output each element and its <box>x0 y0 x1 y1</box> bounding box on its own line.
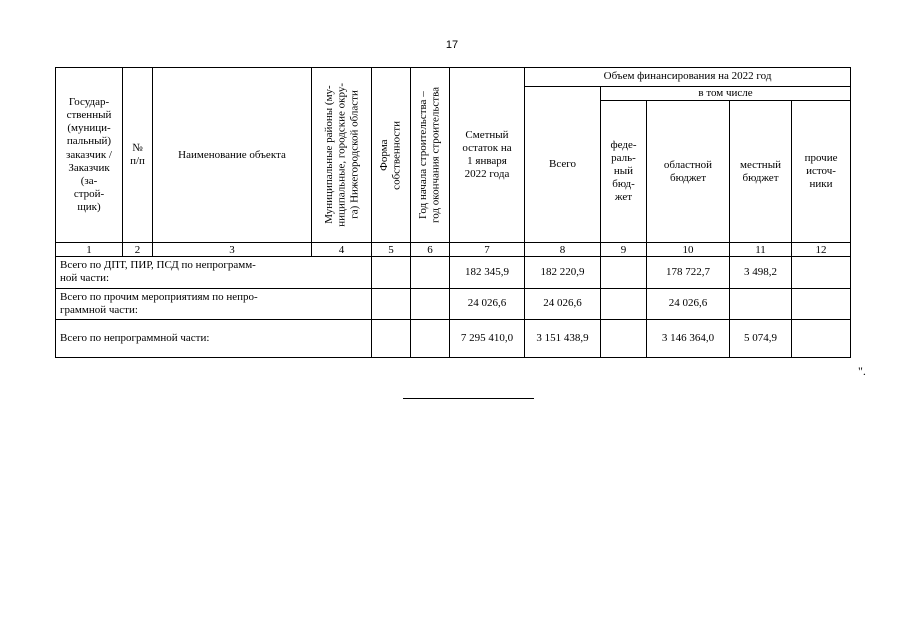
other-value <box>792 319 851 357</box>
years-cell <box>411 288 450 319</box>
header-ownership-cell <box>372 68 411 243</box>
regional-value: 178 722,7 <box>647 257 730 288</box>
federal-value <box>601 257 647 288</box>
header-districts: Муниципальные районы (му- ниципальные, городские окру- га) Нижегородской области <box>322 83 360 227</box>
ownership-cell <box>372 257 411 288</box>
table-row <box>56 288 851 319</box>
ownership-cell <box>372 319 411 357</box>
column-number: 11 <box>730 243 792 257</box>
header-number: № п/п <box>123 68 153 243</box>
closing-quote: ". <box>858 364 866 378</box>
header-object-name: Наименование объекта <box>153 68 312 243</box>
local-value <box>730 288 792 319</box>
column-number: 1 <box>56 243 123 257</box>
table-row <box>56 257 851 288</box>
column-number: 3 <box>153 243 312 257</box>
header-regional: областной бюджет <box>647 101 730 243</box>
estimate-value: 182 345,9 <box>450 257 525 288</box>
header-other: прочие источ- ники <box>792 101 851 243</box>
table-row <box>56 319 851 357</box>
header-estimate-balance: Сметный остаток на 1 января 2022 года <box>450 68 525 243</box>
column-number: 9 <box>601 243 647 257</box>
header-districts-cell <box>312 68 372 243</box>
total-value: 182 220,9 <box>525 257 601 288</box>
header-ownership: Форма собственности <box>378 120 403 190</box>
header-including: в том числе <box>601 87 851 101</box>
ownership-cell <box>372 288 411 319</box>
column-number: 7 <box>450 243 525 257</box>
row-label: Всего по непрограммной части: <box>56 319 372 357</box>
federal-value <box>601 319 647 357</box>
page-number: 17 <box>445 39 459 51</box>
header-funding: Объем финансирования на 2022 год <box>525 68 851 87</box>
total-value: 3 151 438,9 <box>525 319 601 357</box>
other-value <box>792 288 851 319</box>
header-local: местный бюджет <box>730 101 792 243</box>
estimate-value: 7 295 410,0 <box>450 319 525 357</box>
header-customer: Государ- ственный (муници- пальный) заказчик / Заказчик (за- строй- щик) <box>56 68 123 243</box>
years-cell <box>411 319 450 357</box>
total-value: 24 026,6 <box>525 288 601 319</box>
other-value <box>792 257 851 288</box>
header-years: Год начала строительства – год окончания строительства <box>417 87 442 224</box>
header-total: Всего <box>525 87 601 243</box>
local-value: 3 498,2 <box>730 257 792 288</box>
column-number: 8 <box>525 243 601 257</box>
row-label: Всего по ДПТ, ПИР, ПСД по непрограмм- ной части: <box>56 257 372 288</box>
column-number-row <box>56 243 851 257</box>
column-number: 4 <box>312 243 372 257</box>
row-label: Всего по прочим мероприятиям по непро- граммной части: <box>56 288 372 319</box>
federal-value <box>601 288 647 319</box>
regional-value: 3 146 364,0 <box>647 319 730 357</box>
column-number: 2 <box>123 243 153 257</box>
header-federal: феде- раль- ный бюд- жет <box>601 101 647 243</box>
header-years-cell <box>411 68 450 243</box>
column-number: 12 <box>792 243 851 257</box>
local-value: 5 074,9 <box>730 319 792 357</box>
separator-line <box>403 398 534 399</box>
estimate-value: 24 026,6 <box>450 288 525 319</box>
column-number: 6 <box>411 243 450 257</box>
regional-value: 24 026,6 <box>647 288 730 319</box>
column-number: 10 <box>647 243 730 257</box>
financing-table <box>55 67 851 358</box>
years-cell <box>411 257 450 288</box>
column-number: 5 <box>372 243 411 257</box>
header-row-1 <box>56 68 851 87</box>
